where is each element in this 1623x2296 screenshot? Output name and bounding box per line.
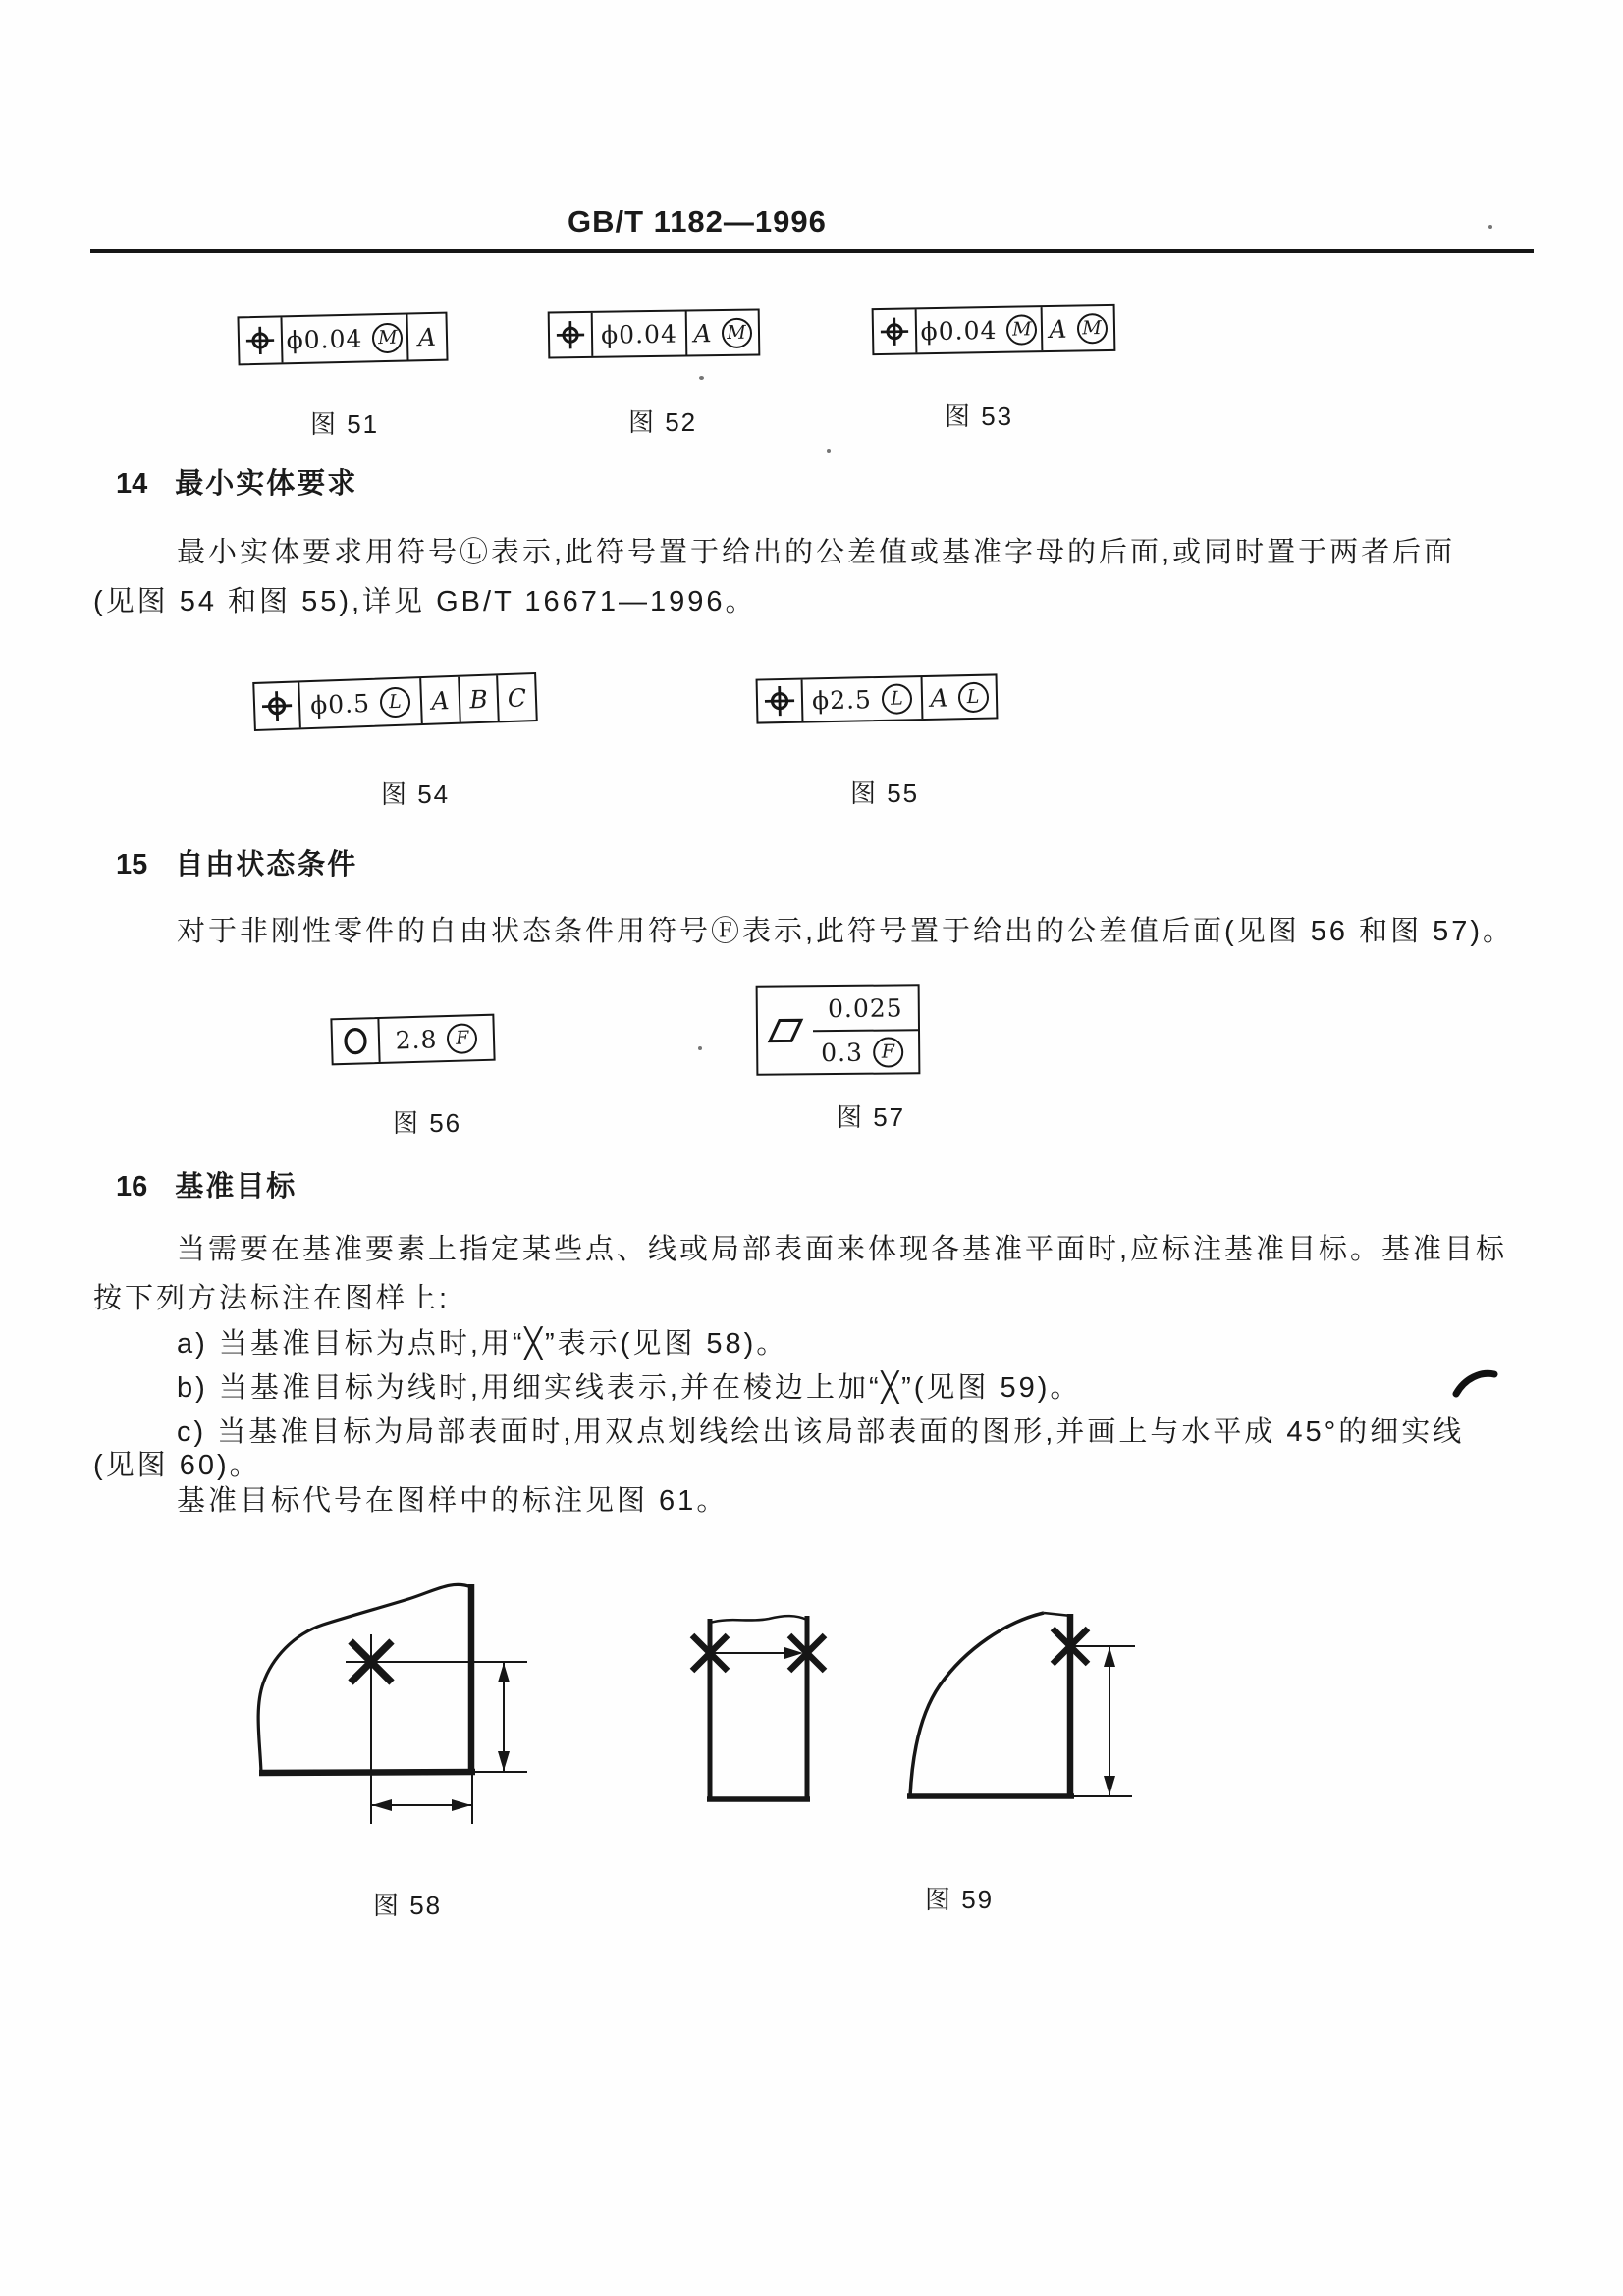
section-title: 自由状态条件 <box>175 849 358 881</box>
scan-speck <box>698 1046 702 1050</box>
position-icon <box>874 309 916 353</box>
section-16-paragraph-line3: 基准目标代号在图样中的标注见图 61。 <box>177 1485 729 1517</box>
position-icon <box>758 680 802 722</box>
tolerance-value: 2.8 <box>395 1024 438 1054</box>
section-14-paragraph-line1: 最小实体要求用符号Ⓛ表示,此符号置于给出的公差值或基准字母的后面,或同时置于两者后面 <box>177 537 1456 568</box>
figure-caption-58: 图 58 <box>373 1891 443 1920</box>
fig58-part-drawing <box>258 1584 527 1824</box>
section-16-paragraph-line1: 当需要在基准要素上指定某些点、线或局部表面来体现各基准平面时,应标注基准目标。基准目标 <box>177 1234 1508 1265</box>
section-title: 基准目标 <box>175 1171 298 1202</box>
tolerance-frame-fig56 <box>330 1014 495 1066</box>
section-number: 14 <box>116 468 148 500</box>
datum-cell <box>685 311 759 355</box>
datum-letter: B <box>468 684 489 714</box>
dimension-arrow-right <box>452 1799 471 1811</box>
datum-letter: A <box>417 322 437 351</box>
datum-cell <box>921 675 997 719</box>
datum-cell <box>1041 306 1114 350</box>
dimension-arrow-up <box>498 1663 510 1682</box>
datum-letter: A <box>693 318 712 347</box>
section-16-paragraph-line2: 按下列方法标注在图样上: <box>93 1283 451 1314</box>
tolerance-value-cell <box>801 677 922 721</box>
datum-cell <box>496 674 536 721</box>
tolerance-row-2 <box>813 1029 918 1073</box>
section-15-heading <box>116 842 357 882</box>
dimension-arrow-down <box>1104 1776 1115 1795</box>
datum-cell <box>406 314 446 360</box>
tolerance-rows <box>813 986 919 1073</box>
section-title: 最小实体要求 <box>175 468 358 500</box>
section-16-heading <box>116 1164 297 1204</box>
tolerance-frame-fig57 <box>756 984 921 1075</box>
tolerance-value: 0.025 <box>827 992 903 1023</box>
figure-caption-51: 图 51 <box>310 409 380 439</box>
tolerance-value: ϕ0.04 <box>600 319 678 349</box>
figure-caption-53: 图 53 <box>945 401 1014 431</box>
position-icon <box>254 682 299 729</box>
tolerance-value-cell <box>915 307 1042 352</box>
tolerance-value: 0.3 <box>821 1038 864 1067</box>
section-16-item-b: b) 当基准目标为线时,用细实线表示,并在棱边上加“╳”(见图 59)。 <box>177 1372 1082 1404</box>
modifier-f-icon: F <box>873 1037 903 1067</box>
figure-caption-54: 图 54 <box>381 779 451 809</box>
tolerance-value: ϕ0.04 <box>920 315 998 346</box>
header-rule <box>90 249 1534 253</box>
modifier-l-icon: L <box>379 686 410 718</box>
dimension-arrow-down <box>498 1751 510 1771</box>
scan-speck <box>827 449 831 453</box>
modifier-f-icon: F <box>447 1023 478 1054</box>
datum-cell <box>419 677 460 723</box>
position-icon <box>240 317 282 363</box>
tolerance-value-cell <box>280 315 406 363</box>
page-title: GB/T 1182—1996 <box>568 204 827 239</box>
section-16-item-c-line1: c) 当基准目标为局部表面时,用双点划线绘出该局部表面的图形,并画上与水平成 45°的细实线 <box>177 1416 1465 1448</box>
fig59-side-view-drawing <box>907 1613 1135 1798</box>
position-icon <box>550 313 592 357</box>
scan-speck <box>1488 225 1492 229</box>
figure-caption-59: 图 59 <box>925 1885 995 1914</box>
modifier-m-icon: M <box>1006 314 1038 346</box>
flatness-icon <box>758 987 814 1073</box>
section-14-heading <box>116 461 357 502</box>
circularity-icon <box>332 1019 378 1063</box>
modifier-m-icon: M <box>1076 312 1108 344</box>
section-14-paragraph-line2: (见图 54 和图 55),详见 GB/T 16671—1996。 <box>93 586 757 617</box>
tolerance-value-cell <box>591 312 686 356</box>
scan-speck <box>699 376 704 380</box>
tolerance-frame-fig55 <box>756 673 999 723</box>
modifier-l-icon: L <box>882 683 913 715</box>
tolerance-frame-fig52 <box>548 308 761 358</box>
datum-cell <box>458 675 498 721</box>
tolerance-value-cell <box>377 1016 493 1062</box>
pen-mark-artifact <box>1451 1364 1498 1404</box>
modifier-l-icon: L <box>957 681 989 713</box>
dimension-arrow-left <box>372 1799 392 1811</box>
tolerance-value: ϕ2.5 <box>811 684 873 715</box>
tolerance-frame-fig53 <box>872 304 1116 355</box>
datum-target-drawings <box>226 1556 1159 1850</box>
figure-caption-55: 图 55 <box>850 778 920 808</box>
tolerance-value: ϕ0.04 <box>286 324 363 354</box>
section-16-item-c-line2: (见图 60)。 <box>93 1450 261 1481</box>
fig59-front-view-drawing <box>692 1616 825 1801</box>
figure-caption-57: 图 57 <box>837 1102 906 1132</box>
datum-letter: C <box>507 682 527 713</box>
tolerance-row-1 <box>813 986 918 1030</box>
section-16-item-a: a) 当基准目标为点时,用“╳”表示(见图 58)。 <box>177 1328 788 1360</box>
datum-letter: A <box>1049 314 1067 344</box>
section-number: 16 <box>116 1171 148 1202</box>
tolerance-value: ϕ0.5 <box>309 688 371 720</box>
datum-letter: A <box>930 682 948 713</box>
tolerance-frame-fig51 <box>237 312 448 366</box>
section-number: 15 <box>116 849 148 881</box>
section-15-paragraph-line1: 对于非刚性零件的自由状态条件用符号Ⓕ表示,此符号置于给出的公差值后面(见图 56 和图 57)。 <box>177 916 1515 947</box>
modifier-m-icon: M <box>372 322 404 353</box>
tolerance-frame-fig54 <box>252 672 538 731</box>
modifier-m-icon: M <box>721 317 751 347</box>
tolerance-value-cell <box>298 678 421 727</box>
dimension-arrow-up <box>1104 1647 1115 1667</box>
figure-caption-52: 图 52 <box>628 407 698 437</box>
figure-caption-56: 图 56 <box>393 1108 462 1138</box>
datum-letter: A <box>430 685 451 716</box>
